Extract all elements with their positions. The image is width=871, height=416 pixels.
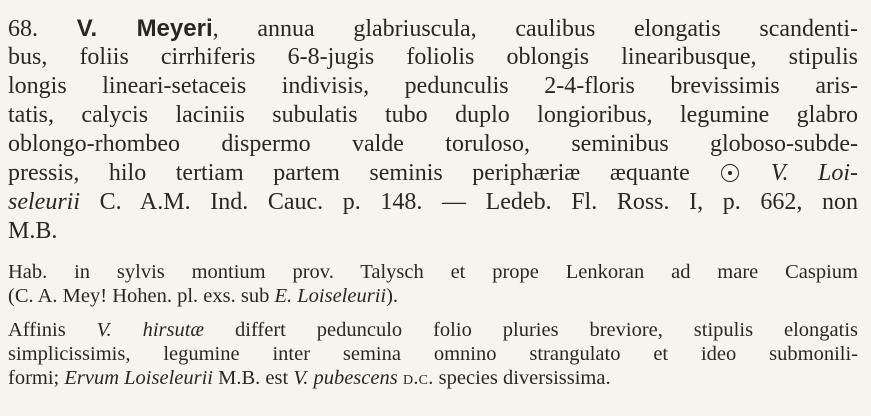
entry-line-8-text: M.B. [8, 218, 58, 244]
entry-line-3 [8, 72, 858, 101]
entry-line-7-text: C. A.M. Ind. Cauc. p. 148. — Ledeb. Fl. Ross. I, p. 662, non [80, 189, 858, 215]
pubescens-name: V. pubescens [293, 367, 398, 389]
entry-line-2-text: bus, foliis cirrhiferis 6-8-jugis foliolis oblongis linearibusque, stipulis [8, 44, 858, 70]
entry-line-5-text: oblongo-rhombeo dispermo valde toruloso, seminibus globoso-subde- [8, 131, 858, 157]
entry-line-8 [8, 217, 858, 246]
authority-abbrev: d.c. [397, 367, 434, 389]
synonym-name-part2: seleurii [8, 189, 80, 215]
affinis-species: V. hirsutæ [96, 319, 205, 341]
habitat-line-2-end: ). [386, 285, 399, 307]
affinis-line-3-end: species diversissima. [433, 367, 611, 389]
entry-line-2 [8, 43, 858, 72]
entry-line-6-text: pressis, hilo tertiam partem seminis periphæriæ æquante [8, 160, 690, 186]
affinis-line-3-start: formi; [8, 367, 65, 389]
entry-line-1 [8, 14, 858, 43]
main-entry [8, 14, 858, 246]
habitat-synonym: E. Loiseleurii [274, 285, 387, 307]
habitat-line-2 [8, 284, 858, 308]
affinis-line-2 [8, 342, 858, 366]
entry-line-3-text: longis lineari-setaceis indivisis, pedunculis 2-4-floris brevissimis aris- [8, 73, 858, 99]
affinis-line-3-mid: M.B. est [213, 367, 294, 389]
affinis-paragraph [8, 318, 858, 390]
entry-line-6 [8, 159, 858, 188]
synonym-name-part1: V. Loi- [770, 160, 859, 186]
entry-line-4-text: tatis, calycis laciniis subulatis tubo duplo longioribus, legumine glabro [8, 102, 858, 128]
affinis-line-3 [8, 366, 858, 390]
entry-line-7 [8, 188, 858, 217]
habitat-line-1 [8, 260, 858, 284]
affinis-line-2-text: simplicissimis, legumine inter semina omnino strangulato et ideo submonili- [8, 343, 858, 365]
entry-number: 68. [8, 16, 38, 42]
ervum-name: Ervum Loiseleurii [64, 367, 213, 389]
affinis-line-1-text: differt pedunculo folio pluries breviore, stipulis elongatis [204, 319, 858, 341]
entry-line-4 [8, 101, 858, 130]
habitat-paragraph [8, 260, 858, 308]
affinis-line-1 [8, 318, 858, 342]
habitat-line-2-text: (C. A. Mey! Hohen. pl. exs. sub [8, 285, 275, 307]
entry-line-1-text: , annua glabriuscula, caulibus elongatis scandenti- [212, 16, 859, 42]
habitat-line-1-text: Hab. in sylvis montium prov. Talysch et prope Lenkoran ad mare Caspium [8, 261, 858, 283]
species-name: V. Meyeri [76, 15, 213, 42]
affinis-line-1-start: Affinis [8, 319, 97, 341]
entry-line-5 [8, 130, 858, 159]
perennial-symbol-icon [721, 164, 739, 182]
